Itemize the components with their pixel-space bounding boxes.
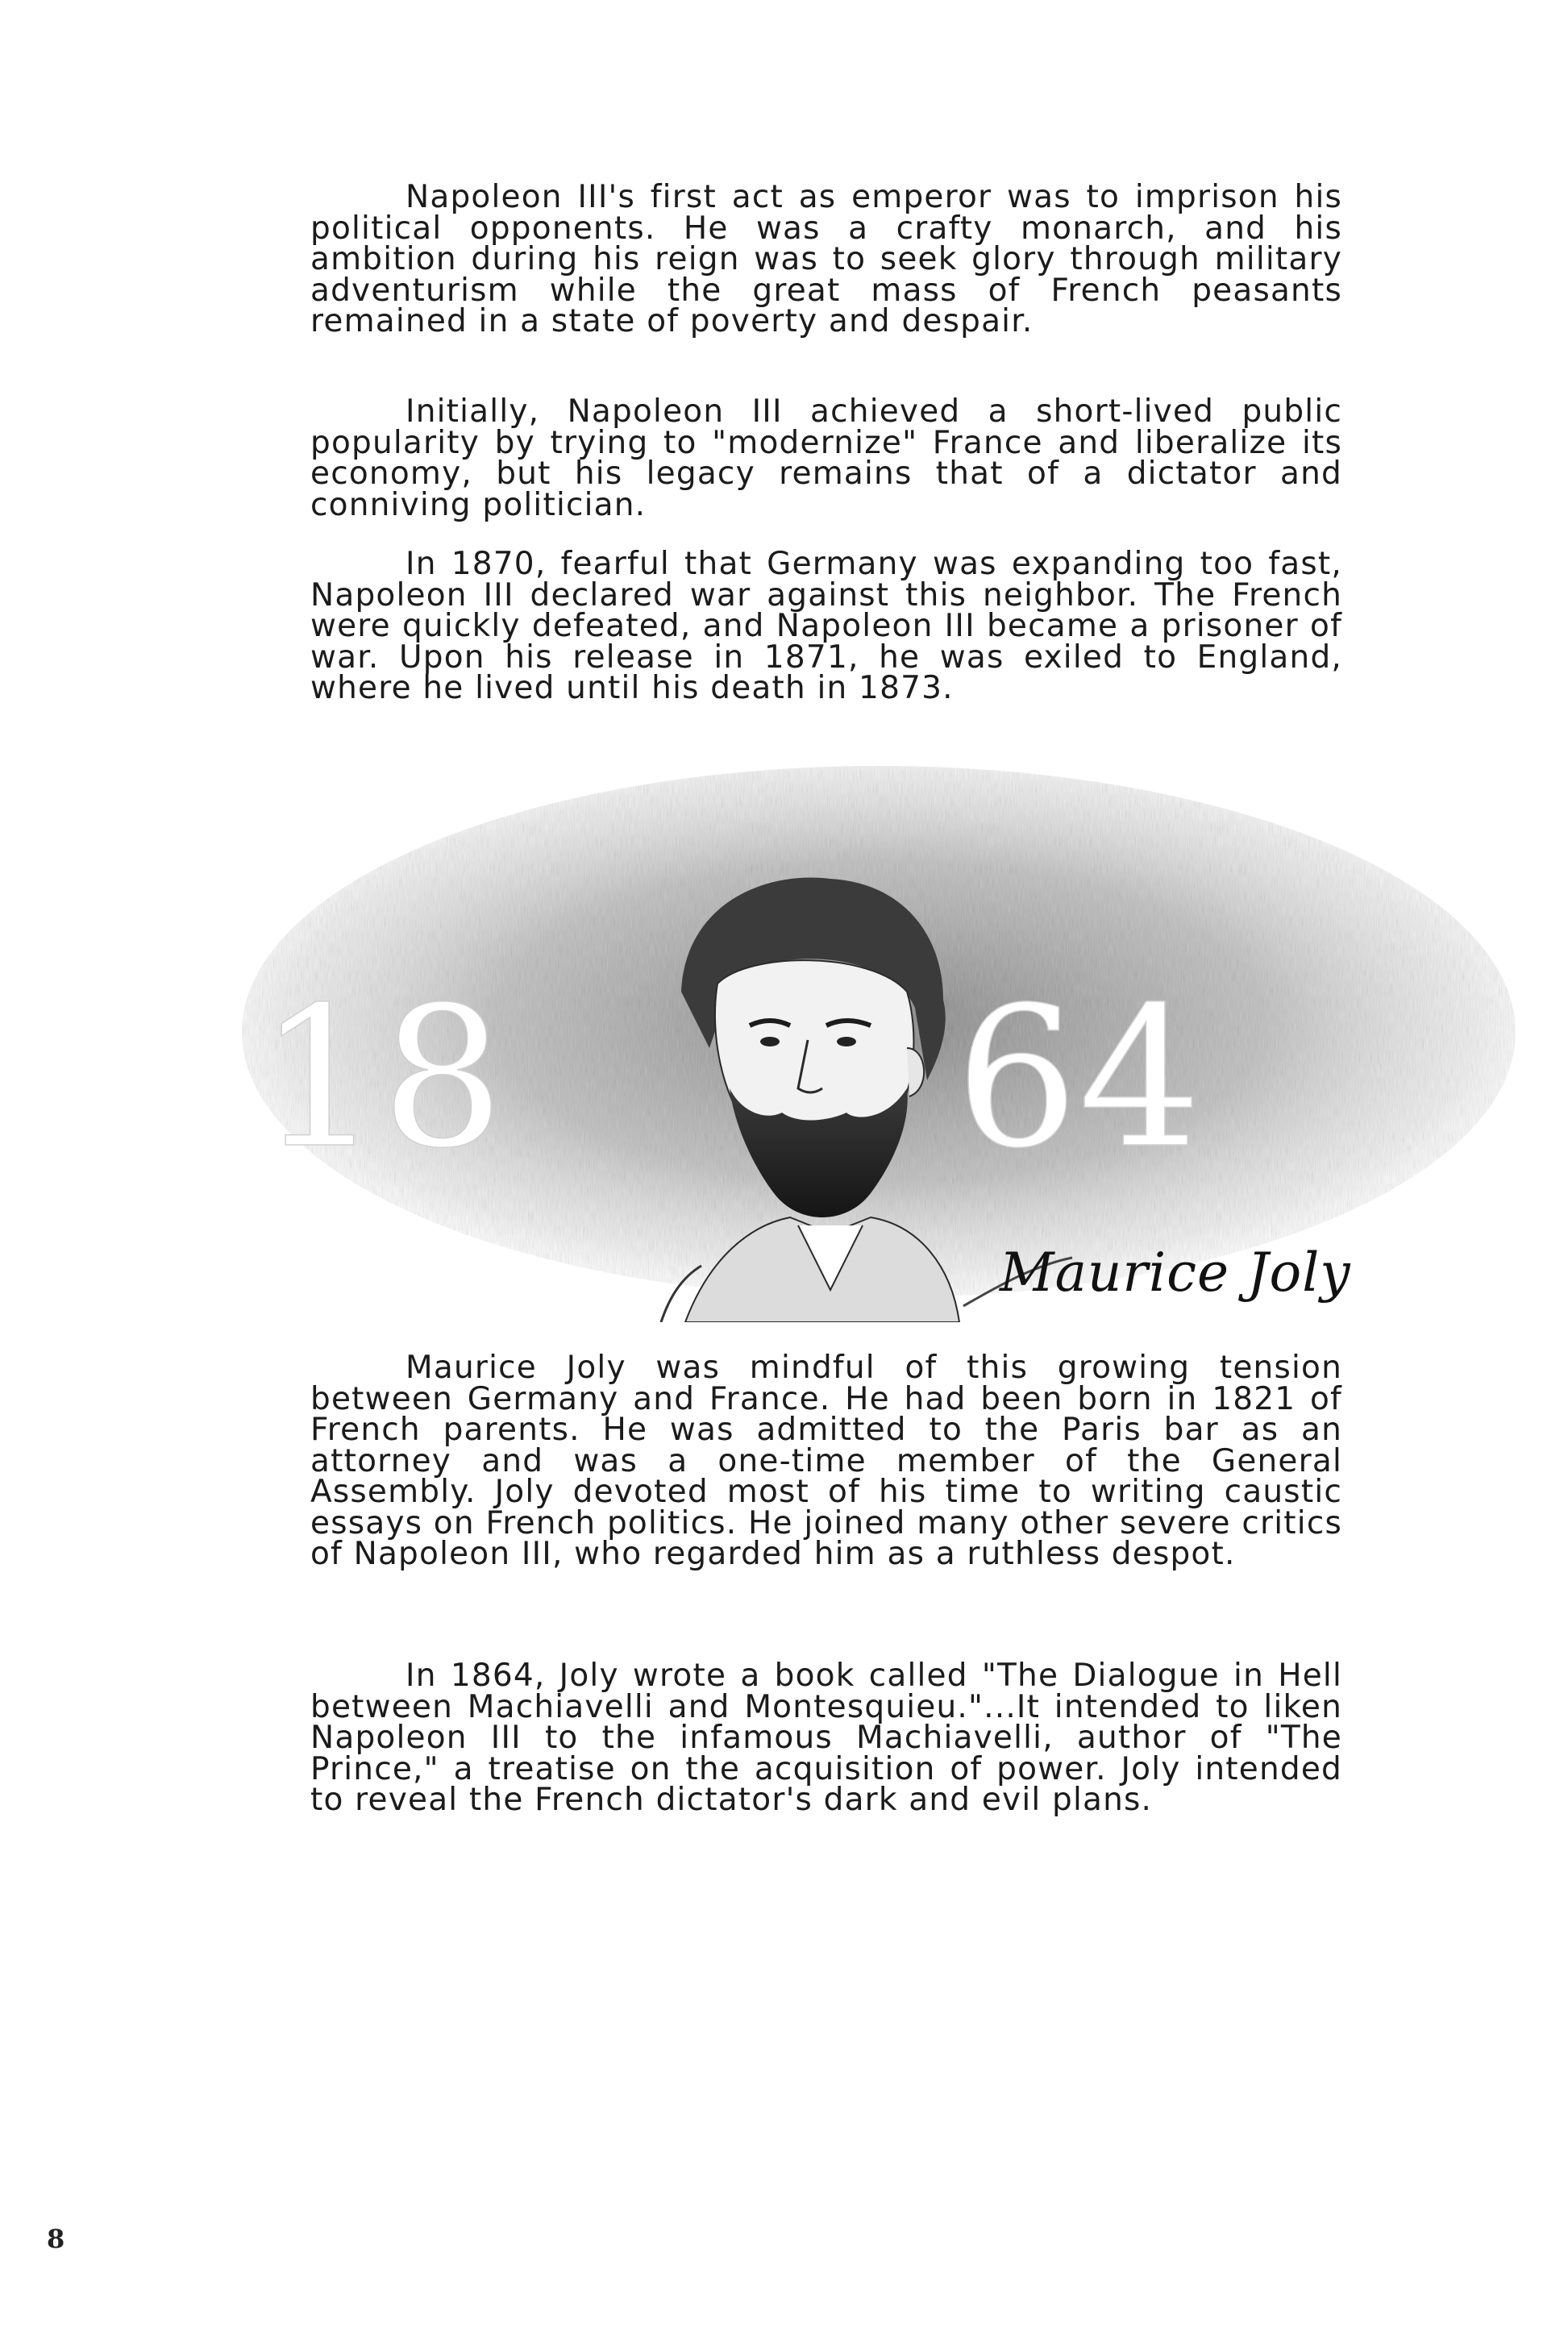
paragraph-joly-background: Maurice Joly was mindful of this growing tension between Germany and France. He had been born in 1821 of French parents. He was admitted to the Paris bar as an attorney and was a one-time member of the General Assembly. Joly devoted most of his time to writing caustic essays on French politics. He joined many other severe critics of Napoleon III, who regarded him as a ruthless despot.	[310, 1350, 1342, 1572]
pencil-shading-background	[234, 742, 1524, 1322]
paragraph-war-with-germany: In 1870, fearful that Germany was expanding too fast, Napoleon III declared war against this neighbor. The French were quickly defeated, and Napoleon III became a prisoner of war. Upon his release in 1871, he was exiled to England, where he lived until his death in 1873.	[310, 546, 1342, 706]
paragraph-napoleon-first-act: Napoleon III's first act as emperor was to imprison his political opponents. He was a crafty monarch, and his ambition during his reign was to seek glory through military adventurism while the great mass of French peasants remained in a state of poverty and despair.	[310, 179, 1342, 339]
paragraph-dialogue-in-hell: In 1864, Joly wrote a book called "The Dialogue in Hell between Machiavelli and Montesquieu."...It intended to liken Napoleon III to the infamous Machiavelli, author of "The Prince," a treatise on the acquisition of power. Joly intended to reveal the French dictator's dark and evil plans.	[310, 1658, 1342, 1818]
year-right-digits: 64	[955, 965, 1202, 1191]
page-number: 8	[47, 2224, 65, 2254]
year-left-digits: 18	[258, 965, 505, 1191]
joly-1864-illustration	[234, 742, 1524, 1322]
paragraph-napoleon-popularity: Initially, Napoleon III achieved a short-lived public popularity by trying to "modernize" France and liberalize its economy, but his legacy remains that of a dictator and conniving politician.	[310, 393, 1342, 523]
maurice-joly-signature: Maurice Joly	[1000, 1242, 1351, 1304]
